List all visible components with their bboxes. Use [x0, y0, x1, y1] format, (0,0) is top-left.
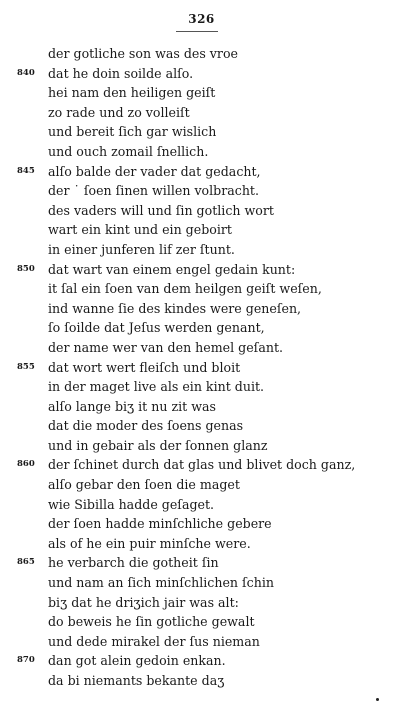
- line-number: 845: [17, 165, 35, 176]
- verse-line: [0, 83, 403, 103]
- verse-line: [0, 397, 403, 417]
- verse-line: [0, 612, 403, 632]
- verse-text: dat wart van einem engel gedain kunt:: [48, 261, 296, 277]
- verse-line: [0, 671, 403, 691]
- line-number: 860: [17, 459, 35, 470]
- verse-text: dat wort wert fleiſch und bloit: [48, 359, 241, 375]
- verse-text: hei nam den heiligen geiſt: [48, 85, 216, 101]
- verse-text: in einer junferen lif zer ſtunt.: [48, 241, 235, 257]
- verse-text: wie Sibilla hadde geſaget.: [48, 496, 215, 512]
- verse-line: [0, 240, 403, 260]
- verse-line: [0, 142, 403, 162]
- verse-text: dat die moder des ſoens genas: [48, 418, 244, 434]
- verse-text: do beweis he ſin gotliche gewalt: [48, 614, 255, 630]
- verse-text: der name wer van den hemel geſant.: [48, 339, 284, 355]
- verse-text: alſo gebar den ſoen die maget: [48, 477, 240, 493]
- verse-text: zo rade und zo volleiſt: [48, 104, 190, 120]
- verse-line: [0, 455, 403, 475]
- page-number: 326: [188, 12, 215, 26]
- verse-line: [0, 103, 403, 123]
- verse-line: [0, 338, 403, 358]
- verse-text: und bereit ſich gar wislich: [48, 124, 217, 140]
- line-number: 865: [17, 557, 35, 568]
- verse-line: [0, 181, 403, 201]
- verse-line: [0, 416, 403, 436]
- line-number: 850: [17, 263, 35, 274]
- verse-text: und nam an ſich minſchlichen ſchin: [48, 575, 274, 591]
- line-number: 855: [17, 361, 35, 372]
- verse-line: [0, 279, 403, 299]
- verse-line: [0, 44, 403, 64]
- verse-text: ind wanne ſie des kindes were geneſen,: [48, 300, 302, 316]
- verse-line: [0, 514, 403, 534]
- verse-text: it ſal ein ſoen van dem heilgen geiſt weſen,: [48, 281, 322, 297]
- line-number: 840: [17, 67, 35, 78]
- verse-text: der ˙ ſoen ſinen willen volbracht.: [48, 183, 259, 199]
- verse-line: [0, 299, 403, 319]
- header-rule: [176, 31, 218, 32]
- line-number: 870: [17, 655, 35, 666]
- verse-text: der ſoen hadde minſchliche gebere: [48, 516, 272, 532]
- verse-line: [0, 593, 403, 613]
- verse-text: dan got alein gedoin enkan.: [48, 653, 226, 669]
- verse-line: [0, 162, 403, 182]
- verse-line: [0, 377, 403, 397]
- verse-line: [0, 318, 403, 338]
- verse-text: und in gebair als der ſonnen glanz: [48, 437, 268, 453]
- verse-line: [0, 553, 403, 573]
- verse-line: [0, 260, 403, 280]
- verse-text: alſo balde der vader dat gedacht,: [48, 163, 261, 179]
- verse-text: des vaders will und ſin gotlich wort: [48, 202, 274, 218]
- verse-line: [0, 64, 403, 84]
- verse-text: biʒ dat he driʒich jair was alt:: [48, 594, 239, 610]
- verse-line: [0, 534, 403, 554]
- poem-body: [0, 44, 403, 691]
- verse-text: da bi niemants bekante daʒ: [48, 673, 225, 688]
- verse-line: [0, 201, 403, 221]
- verse-text: und dede mirakel der ſus nieman: [48, 633, 260, 649]
- verse-line: [0, 632, 403, 652]
- verse-text: als of he ein puir minſche were.: [48, 535, 251, 551]
- verse-line: [0, 436, 403, 456]
- verse-text: he verbarch die gotheit ſin: [48, 555, 219, 571]
- verse-text: ſo ſoilde dat Jeſus werden genant,: [48, 320, 265, 336]
- verse-line: [0, 475, 403, 495]
- verse-text: wart ein kint und ein geboirt: [48, 222, 232, 238]
- verse-text: in der maget live als ein kint duit.: [48, 379, 265, 395]
- verse-line: [0, 573, 403, 593]
- verse-line: [0, 358, 403, 378]
- verse-line: [0, 122, 403, 142]
- verse-text: der gotliche son was des vroe: [48, 46, 238, 61]
- verse-line: [0, 651, 403, 671]
- verse-text: dat he doin soilde alſo.: [48, 65, 194, 81]
- verse-text: der ſchinet durch dat glas und blivet doch ganz,: [48, 457, 356, 473]
- verse-line: [0, 220, 403, 240]
- verse-text: und ouch zomail ſnellich.: [48, 143, 209, 159]
- verse-line: [0, 495, 403, 515]
- verse-text: alſo lange biʒ it nu zit was: [48, 398, 216, 414]
- ink-speck: [376, 698, 379, 701]
